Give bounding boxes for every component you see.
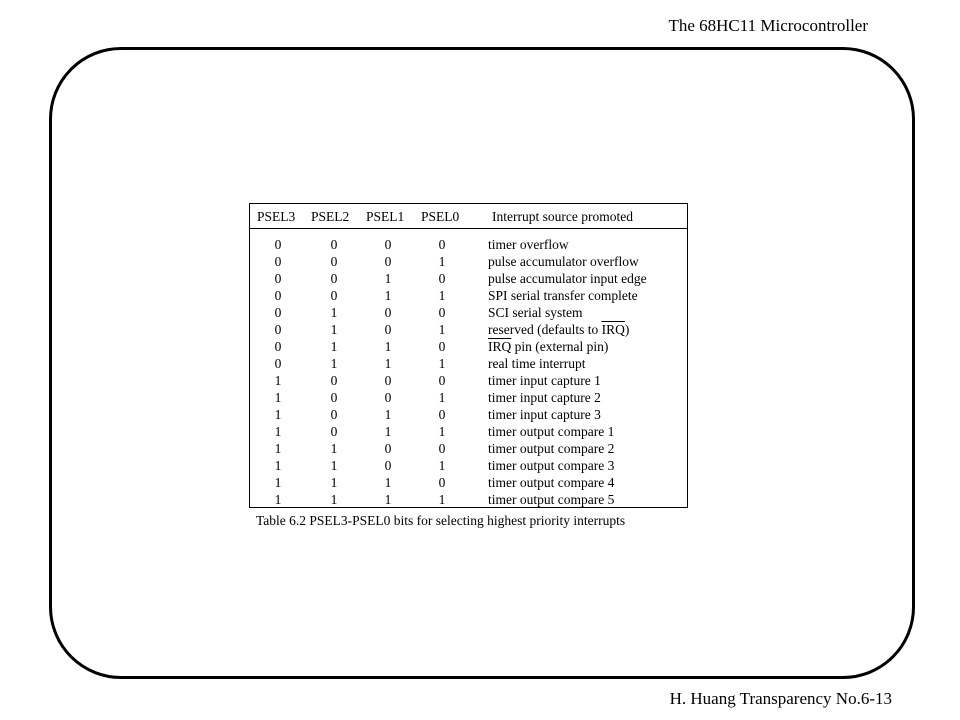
table-cell-psel1: 0	[384, 322, 392, 337]
column-header-psel3: PSEL3	[257, 209, 296, 224]
source-text: reserved (defaults to	[488, 322, 602, 337]
table-cell-psel2: 1	[330, 305, 338, 320]
table-cell-psel0: 1	[438, 356, 446, 371]
table-cell-interrupt-source	[488, 236, 569, 253]
table-cell-psel2: 1	[330, 322, 338, 337]
source-text: timer input capture 1	[488, 373, 601, 388]
table-cell-psel3: 1	[274, 492, 282, 507]
footer-transparency-number: H. Huang Transparency No.6-13	[669, 689, 892, 708]
table-cell-psel0: 1	[438, 390, 446, 405]
irq-overline-text: $\overline{IRQ}$	[601, 322, 625, 337]
column-header-psel2: PSEL2	[311, 209, 350, 224]
table-cell-psel0: 1	[438, 424, 446, 439]
table-cell-interrupt-source	[488, 355, 585, 372]
psel-table	[249, 203, 688, 508]
table-cell-psel2: 1	[330, 339, 338, 354]
table-cell-psel3: 1	[274, 458, 282, 473]
table-cell-psel0: 0	[438, 339, 446, 354]
irq-overline-text: $\overline{IRQ}$	[488, 339, 512, 354]
table-cell-interrupt-source	[488, 338, 608, 355]
table-cell-psel0: 0	[438, 237, 446, 252]
table-cell-psel3: 1	[274, 441, 282, 456]
table-cell-psel3: 0	[274, 254, 282, 269]
table-cell-psel0: 1	[438, 492, 446, 507]
table-cell-psel2: 0	[330, 373, 338, 388]
column-header-psel1: PSEL1	[366, 209, 405, 224]
table-cell-psel0: 1	[438, 288, 446, 303]
table-cell-psel2: 1	[330, 356, 338, 371]
table-cell-psel0: 0	[438, 305, 446, 320]
table-cell-psel2: 0	[330, 424, 338, 439]
source-text: pulse accumulator input edge	[488, 271, 647, 286]
source-text: timer output compare 4	[488, 475, 615, 490]
table-cell-psel3: 1	[274, 424, 282, 439]
table-cell-psel2: 1	[330, 458, 338, 473]
source-text-suffix: )	[624, 322, 630, 337]
table-cell-psel3: 0	[274, 305, 282, 320]
table-cell-interrupt-source	[488, 491, 614, 508]
table-cell-psel0: 0	[438, 475, 446, 490]
source-text: timer output compare 5	[488, 492, 615, 507]
table-cell-psel2: 0	[330, 271, 338, 286]
column-header-psel0: PSEL0	[421, 209, 460, 224]
header-title: The 68HC11 Microcontroller	[668, 16, 868, 35]
table-cell-psel3: 1	[274, 390, 282, 405]
table-cell-interrupt-source	[488, 423, 614, 440]
source-text: real time interrupt	[488, 356, 586, 371]
table-cell-interrupt-source	[488, 406, 601, 423]
table-cell-psel0: 1	[438, 254, 446, 269]
table-cell-interrupt-source	[488, 287, 638, 304]
table-cell-interrupt-source	[488, 389, 601, 406]
table-cell-psel1: 1	[384, 424, 392, 439]
table-cell-psel1: 1	[384, 492, 392, 507]
table-cell-psel0: 0	[438, 407, 446, 422]
source-text: pulse accumulator overflow	[488, 254, 639, 269]
table-cell-psel0: 1	[438, 322, 446, 337]
table-cell-psel0: 1	[438, 458, 446, 473]
table-cell-psel3: 0	[274, 237, 282, 252]
table-cell-psel3: 0	[274, 339, 282, 354]
table-cell-psel1: 1	[384, 356, 392, 371]
source-text: timer output compare 3	[488, 458, 615, 473]
table-cell-psel2: 0	[330, 390, 338, 405]
table-cell-psel2: 1	[330, 441, 338, 456]
table-cell-interrupt-source	[488, 304, 583, 321]
table-cell-psel1: 1	[384, 288, 392, 303]
source-text: SPI serial transfer complete	[488, 288, 638, 303]
table-cell-psel2: 1	[330, 492, 338, 507]
table-cell-psel0: 0	[438, 441, 446, 456]
table-cell-psel1: 0	[384, 441, 392, 456]
table-cell-interrupt-source	[488, 253, 639, 270]
table-cell-psel1: 0	[384, 390, 392, 405]
table-cell-psel3: 1	[274, 475, 282, 490]
table-cell-interrupt-source	[488, 440, 614, 457]
table-cell-psel2: 1	[330, 475, 338, 490]
table-cell-interrupt-source	[488, 474, 614, 491]
table-cell-interrupt-source	[488, 457, 614, 474]
table-cell-psel1: 0	[384, 254, 392, 269]
table-cell-interrupt-source	[488, 270, 647, 287]
table-cell-psel2: 0	[330, 407, 338, 422]
column-header-interrupt-source: Interrupt source promoted	[492, 209, 633, 224]
table-cell-interrupt-source	[488, 372, 601, 389]
source-text: timer input capture 2	[488, 390, 601, 405]
source-text: timer input capture 3	[488, 407, 601, 422]
table-cell-psel3: 0	[274, 288, 282, 303]
table-cell-psel3: 1	[274, 407, 282, 422]
header-divider	[250, 228, 687, 229]
table-cell-psel1: 0	[384, 373, 392, 388]
table-cell-psel3: 0	[274, 271, 282, 286]
source-text: timer output compare 1	[488, 424, 615, 439]
source-text: SCI serial system	[488, 305, 583, 320]
table-cell-psel0: 0	[438, 271, 446, 286]
table-cell-psel3: 1	[274, 373, 282, 388]
table-cell-psel3: 0	[274, 322, 282, 337]
table-cell-psel1: 0	[384, 237, 392, 252]
table-caption: Table 6.2 PSEL3-PSEL0 bits for selecting highest priority interrupts	[256, 513, 626, 528]
table-cell-psel0: 0	[438, 373, 446, 388]
table-cell-psel2: 0	[330, 288, 338, 303]
table-cell-psel3: 0	[274, 356, 282, 371]
table-cell-psel2: 0	[330, 254, 338, 269]
table-cell-psel1: 0	[384, 458, 392, 473]
table-cell-psel1: 1	[384, 475, 392, 490]
table-cell-interrupt-source	[488, 321, 629, 338]
table-cell-psel1: 0	[384, 305, 392, 320]
table-cell-psel1: 1	[384, 271, 392, 286]
source-text: timer overflow	[488, 237, 569, 252]
table-cell-psel2: 0	[330, 237, 338, 252]
source-text: timer output compare 2	[488, 441, 615, 456]
source-text-suffix: pin (external pin)	[511, 339, 609, 354]
table-cell-psel1: 1	[384, 339, 392, 354]
table-cell-psel1: 1	[384, 407, 392, 422]
